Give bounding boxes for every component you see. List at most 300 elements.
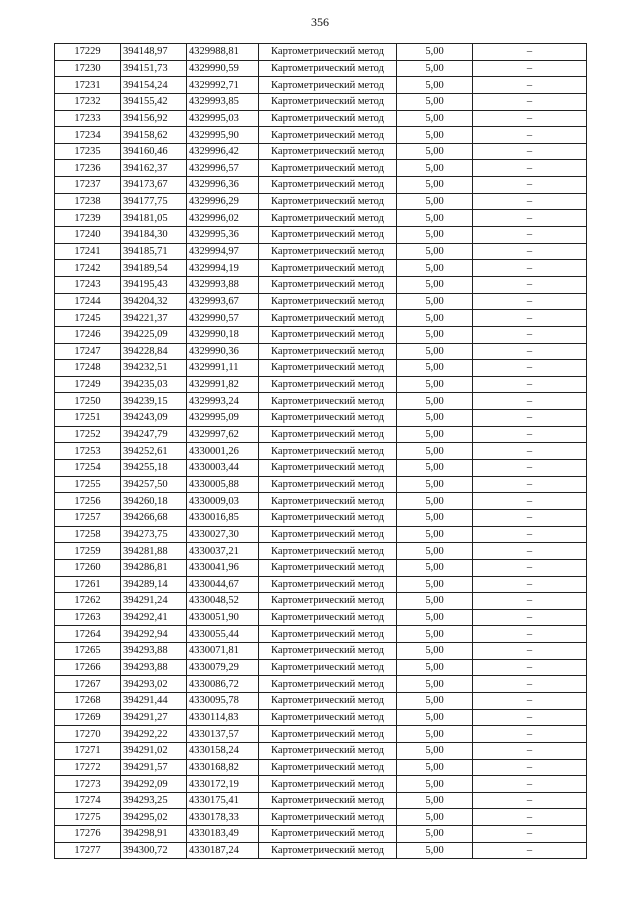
y-coordinate-cell: 4330037,21 [187,543,259,560]
y-coordinate-cell: 4330172,19 [187,776,259,793]
table-row [55,609,587,626]
method-cell: Картометрический метод [259,143,397,160]
x-coordinate-cell: 394162,37 [121,160,187,177]
error-cell: 5,00 [397,559,473,576]
error-cell: 5,00 [397,443,473,460]
error-cell: 5,00 [397,393,473,410]
note-cell: – [473,460,587,477]
y-coordinate-cell: 4329990,59 [187,60,259,77]
point-number-cell: 17267 [55,676,121,693]
note-cell: – [473,410,587,427]
point-number-cell: 17270 [55,726,121,743]
y-coordinate-cell: 4329996,42 [187,143,259,160]
note-cell: – [473,842,587,859]
table-row [55,227,587,244]
method-cell: Картометрический метод [259,626,397,643]
error-cell: 5,00 [397,676,473,693]
x-coordinate-cell: 394151,73 [121,60,187,77]
y-coordinate-cell: 4330086,72 [187,676,259,693]
table-row [55,143,587,160]
x-coordinate-cell: 394289,14 [121,576,187,593]
x-coordinate-cell: 394189,54 [121,260,187,277]
table-row [55,60,587,77]
note-cell: – [473,227,587,244]
error-cell: 5,00 [397,759,473,776]
method-cell: Картометрический метод [259,609,397,626]
error-cell: 5,00 [397,44,473,61]
method-cell: Картометрический метод [259,93,397,110]
method-cell: Картометрический метод [259,559,397,576]
note-cell: – [473,160,587,177]
table-row [55,127,587,144]
point-number-cell: 17273 [55,776,121,793]
note-cell: – [473,110,587,127]
point-number-cell: 17252 [55,426,121,443]
x-coordinate-cell: 394300,72 [121,842,187,859]
y-coordinate-cell: 4329997,62 [187,426,259,443]
note-cell: – [473,809,587,826]
error-cell: 5,00 [397,826,473,843]
method-cell: Картометрический метод [259,410,397,427]
note-cell: – [473,826,587,843]
point-number-cell: 17234 [55,127,121,144]
error-cell: 5,00 [397,410,473,427]
method-cell: Картометрический метод [259,742,397,759]
error-cell: 5,00 [397,842,473,859]
method-cell: Картометрический метод [259,243,397,260]
x-coordinate-cell: 394173,67 [121,177,187,194]
method-cell: Картометрический метод [259,276,397,293]
x-coordinate-cell: 394155,42 [121,93,187,110]
y-coordinate-cell: 4330168,82 [187,759,259,776]
note-cell: – [473,426,587,443]
note-cell: – [473,792,587,809]
x-coordinate-cell: 394291,44 [121,692,187,709]
table-row [55,160,587,177]
table-row [55,410,587,427]
error-cell: 5,00 [397,360,473,377]
method-cell: Картометрический метод [259,443,397,460]
y-coordinate-cell: 4329996,02 [187,210,259,227]
error-cell: 5,00 [397,792,473,809]
table-row [55,792,587,809]
point-number-cell: 17263 [55,609,121,626]
y-coordinate-cell: 4329990,36 [187,343,259,360]
error-cell: 5,00 [397,93,473,110]
method-cell: Картометрический метод [259,476,397,493]
table-row [55,343,587,360]
point-number-cell: 17248 [55,360,121,377]
y-coordinate-cell: 4329995,36 [187,227,259,244]
point-number-cell: 17239 [55,210,121,227]
table-row [55,643,587,660]
method-cell: Картометрический метод [259,160,397,177]
note-cell: – [473,210,587,227]
x-coordinate-cell: 394266,68 [121,509,187,526]
y-coordinate-cell: 4330051,90 [187,609,259,626]
x-coordinate-cell: 394292,94 [121,626,187,643]
point-number-cell: 17244 [55,293,121,310]
note-cell: – [473,310,587,327]
note-cell: – [473,393,587,410]
x-coordinate-cell: 394177,75 [121,193,187,210]
table-row [55,676,587,693]
note-cell: – [473,177,587,194]
point-number-cell: 17238 [55,193,121,210]
point-number-cell: 17243 [55,276,121,293]
note-cell: – [473,493,587,510]
table-row [55,809,587,826]
y-coordinate-cell: 4329993,85 [187,93,259,110]
x-coordinate-cell: 394257,50 [121,476,187,493]
error-cell: 5,00 [397,376,473,393]
note-cell: – [473,559,587,576]
table-row [55,559,587,576]
table-row [55,360,587,377]
point-number-cell: 17245 [55,310,121,327]
y-coordinate-cell: 4329991,82 [187,376,259,393]
error-cell: 5,00 [397,210,473,227]
table-row [55,742,587,759]
table-row [55,326,587,343]
point-number-cell: 17271 [55,742,121,759]
point-number-cell: 17235 [55,143,121,160]
method-cell: Картометрический метод [259,659,397,676]
error-cell: 5,00 [397,160,473,177]
note-cell: – [473,692,587,709]
note-cell: – [473,726,587,743]
method-cell: Картометрический метод [259,759,397,776]
method-cell: Картометрический метод [259,509,397,526]
x-coordinate-cell: 394148,97 [121,44,187,61]
error-cell: 5,00 [397,310,473,327]
method-cell: Картометрический метод [259,360,397,377]
note-cell: – [473,526,587,543]
error-cell: 5,00 [397,110,473,127]
x-coordinate-cell: 394228,84 [121,343,187,360]
table-row [55,493,587,510]
method-cell: Картометрический метод [259,393,397,410]
point-number-cell: 17259 [55,543,121,560]
method-cell: Картометрический метод [259,692,397,709]
note-cell: – [473,260,587,277]
table-row [55,193,587,210]
point-number-cell: 17247 [55,343,121,360]
error-cell: 5,00 [397,576,473,593]
point-number-cell: 17274 [55,792,121,809]
point-number-cell: 17269 [55,709,121,726]
note-cell: – [473,543,587,560]
note-cell: – [473,443,587,460]
method-cell: Картометрический метод [259,426,397,443]
note-cell: – [473,93,587,110]
note-cell: – [473,476,587,493]
note-cell: – [473,60,587,77]
y-coordinate-cell: 4329994,19 [187,260,259,277]
error-cell: 5,00 [397,742,473,759]
x-coordinate-cell: 394235,03 [121,376,187,393]
method-cell: Картометрический метод [259,193,397,210]
error-cell: 5,00 [397,709,473,726]
error-cell: 5,00 [397,593,473,610]
note-cell: – [473,609,587,626]
y-coordinate-cell: 4329990,18 [187,326,259,343]
table-row [55,709,587,726]
table-body [55,44,587,859]
x-coordinate-cell: 394291,02 [121,742,187,759]
point-number-cell: 17258 [55,526,121,543]
table-row [55,576,587,593]
x-coordinate-cell: 394160,46 [121,143,187,160]
point-number-cell: 17231 [55,77,121,94]
table-row [55,210,587,227]
x-coordinate-cell: 394195,43 [121,276,187,293]
note-cell: – [473,326,587,343]
table-row [55,243,587,260]
error-cell: 5,00 [397,460,473,477]
y-coordinate-cell: 4330071,81 [187,643,259,660]
method-cell: Картометрический метод [259,792,397,809]
y-coordinate-cell: 4329990,57 [187,310,259,327]
method-cell: Картометрический метод [259,543,397,560]
error-cell: 5,00 [397,276,473,293]
y-coordinate-cell: 4330016,85 [187,509,259,526]
y-coordinate-cell: 4330048,52 [187,593,259,610]
y-coordinate-cell: 4330009,03 [187,493,259,510]
point-number-cell: 17240 [55,227,121,244]
point-number-cell: 17229 [55,44,121,61]
table-row [55,44,587,61]
table-row [55,310,587,327]
method-cell: Картометрический метод [259,293,397,310]
table-row [55,759,587,776]
point-number-cell: 17251 [55,410,121,427]
error-cell: 5,00 [397,243,473,260]
note-cell: – [473,376,587,393]
x-coordinate-cell: 394273,75 [121,526,187,543]
y-coordinate-cell: 4330079,29 [187,659,259,676]
y-coordinate-cell: 4329991,11 [187,360,259,377]
point-number-cell: 17232 [55,93,121,110]
y-coordinate-cell: 4330178,33 [187,809,259,826]
note-cell: – [473,77,587,94]
table-row [55,293,587,310]
error-cell: 5,00 [397,626,473,643]
method-cell: Картометрический метод [259,460,397,477]
page-number: 356 [311,15,329,29]
y-coordinate-cell: 4329995,03 [187,110,259,127]
x-coordinate-cell: 394154,24 [121,77,187,94]
method-cell: Картометрический метод [259,310,397,327]
table-row [55,593,587,610]
point-number-cell: 17257 [55,509,121,526]
y-coordinate-cell: 4330001,26 [187,443,259,460]
x-coordinate-cell: 394286,81 [121,559,187,576]
error-cell: 5,00 [397,726,473,743]
error-cell: 5,00 [397,77,473,94]
table-row [55,509,587,526]
point-number-cell: 17277 [55,842,121,859]
error-cell: 5,00 [397,227,473,244]
x-coordinate-cell: 394291,27 [121,709,187,726]
y-coordinate-cell: 4329995,90 [187,127,259,144]
x-coordinate-cell: 394225,09 [121,326,187,343]
point-number-cell: 17241 [55,243,121,260]
table-row [55,443,587,460]
table-row [55,260,587,277]
method-cell: Картометрический метод [259,210,397,227]
error-cell: 5,00 [397,526,473,543]
y-coordinate-cell: 4330041,96 [187,559,259,576]
point-number-cell: 17272 [55,759,121,776]
table-row [55,692,587,709]
note-cell: – [473,293,587,310]
error-cell: 5,00 [397,692,473,709]
method-cell: Картометрический метод [259,593,397,610]
y-coordinate-cell: 4329988,81 [187,44,259,61]
point-number-cell: 17237 [55,177,121,194]
note-cell: – [473,127,587,144]
y-coordinate-cell: 4329992,71 [187,77,259,94]
error-cell: 5,00 [397,193,473,210]
note-cell: – [473,643,587,660]
table-row [55,110,587,127]
note-cell: – [473,576,587,593]
note-cell: – [473,709,587,726]
y-coordinate-cell: 4330003,44 [187,460,259,477]
y-coordinate-cell: 4329993,88 [187,276,259,293]
method-cell: Картометрический метод [259,227,397,244]
y-coordinate-cell: 4329996,29 [187,193,259,210]
y-coordinate-cell: 4329996,57 [187,160,259,177]
x-coordinate-cell: 394291,24 [121,593,187,610]
point-number-cell: 17262 [55,593,121,610]
method-cell: Картометрический метод [259,77,397,94]
method-cell: Картометрический метод [259,526,397,543]
point-number-cell: 17256 [55,493,121,510]
table-row [55,426,587,443]
point-number-cell: 17255 [55,476,121,493]
x-coordinate-cell: 394260,18 [121,493,187,510]
table-row [55,543,587,560]
point-number-cell: 17266 [55,659,121,676]
error-cell: 5,00 [397,343,473,360]
y-coordinate-cell: 4329995,09 [187,410,259,427]
method-cell: Картометрический метод [259,842,397,859]
x-coordinate-cell: 394255,18 [121,460,187,477]
x-coordinate-cell: 394293,25 [121,792,187,809]
table-row [55,393,587,410]
note-cell: – [473,776,587,793]
method-cell: Картометрический метод [259,44,397,61]
point-number-cell: 17249 [55,376,121,393]
y-coordinate-cell: 4330005,88 [187,476,259,493]
table-row [55,93,587,110]
x-coordinate-cell: 394295,02 [121,809,187,826]
note-cell: – [473,143,587,160]
error-cell: 5,00 [397,476,473,493]
method-cell: Картометрический метод [259,709,397,726]
x-coordinate-cell: 394243,09 [121,410,187,427]
error-cell: 5,00 [397,809,473,826]
method-cell: Картометрический метод [259,260,397,277]
point-number-cell: 17242 [55,260,121,277]
y-coordinate-cell: 4330044,67 [187,576,259,593]
point-number-cell: 17265 [55,643,121,660]
note-cell: – [473,626,587,643]
x-coordinate-cell: 394252,61 [121,443,187,460]
method-cell: Картометрический метод [259,493,397,510]
x-coordinate-cell: 394239,15 [121,393,187,410]
x-coordinate-cell: 394293,88 [121,643,187,660]
point-number-cell: 17264 [55,626,121,643]
note-cell: – [473,193,587,210]
note-cell: – [473,759,587,776]
note-cell: – [473,243,587,260]
point-number-cell: 17250 [55,393,121,410]
method-cell: Картометрический метод [259,776,397,793]
point-number-cell: 17230 [55,60,121,77]
point-number-cell: 17268 [55,692,121,709]
y-coordinate-cell: 4330175,41 [187,792,259,809]
table-row [55,826,587,843]
table-row [55,460,587,477]
y-coordinate-cell: 4330187,24 [187,842,259,859]
error-cell: 5,00 [397,177,473,194]
note-cell: – [473,593,587,610]
note-cell: – [473,276,587,293]
note-cell: – [473,343,587,360]
error-cell: 5,00 [397,143,473,160]
y-coordinate-cell: 4330095,78 [187,692,259,709]
x-coordinate-cell: 394158,62 [121,127,187,144]
note-cell: – [473,676,587,693]
point-number-cell: 17254 [55,460,121,477]
point-number-cell: 17253 [55,443,121,460]
x-coordinate-cell: 394184,30 [121,227,187,244]
table-row [55,626,587,643]
error-cell: 5,00 [397,60,473,77]
table-row [55,776,587,793]
point-number-cell: 17246 [55,326,121,343]
y-coordinate-cell: 4330183,49 [187,826,259,843]
x-coordinate-cell: 394292,41 [121,609,187,626]
method-cell: Картометрический метод [259,127,397,144]
method-cell: Картометрический метод [259,326,397,343]
point-number-cell: 17260 [55,559,121,576]
x-coordinate-cell: 394156,92 [121,110,187,127]
error-cell: 5,00 [397,493,473,510]
point-number-cell: 17233 [55,110,121,127]
error-cell: 5,00 [397,426,473,443]
x-coordinate-cell: 394293,02 [121,676,187,693]
method-cell: Картометрический метод [259,643,397,660]
x-coordinate-cell: 394185,71 [121,243,187,260]
error-cell: 5,00 [397,293,473,310]
x-coordinate-cell: 394181,05 [121,210,187,227]
error-cell: 5,00 [397,543,473,560]
error-cell: 5,00 [397,659,473,676]
y-coordinate-cell: 4329993,24 [187,393,259,410]
x-coordinate-cell: 394281,88 [121,543,187,560]
point-number-cell: 17236 [55,160,121,177]
note-cell: – [473,360,587,377]
table-row [55,276,587,293]
method-cell: Картометрический метод [259,376,397,393]
note-cell: – [473,659,587,676]
y-coordinate-cell: 4330055,44 [187,626,259,643]
table-row [55,726,587,743]
